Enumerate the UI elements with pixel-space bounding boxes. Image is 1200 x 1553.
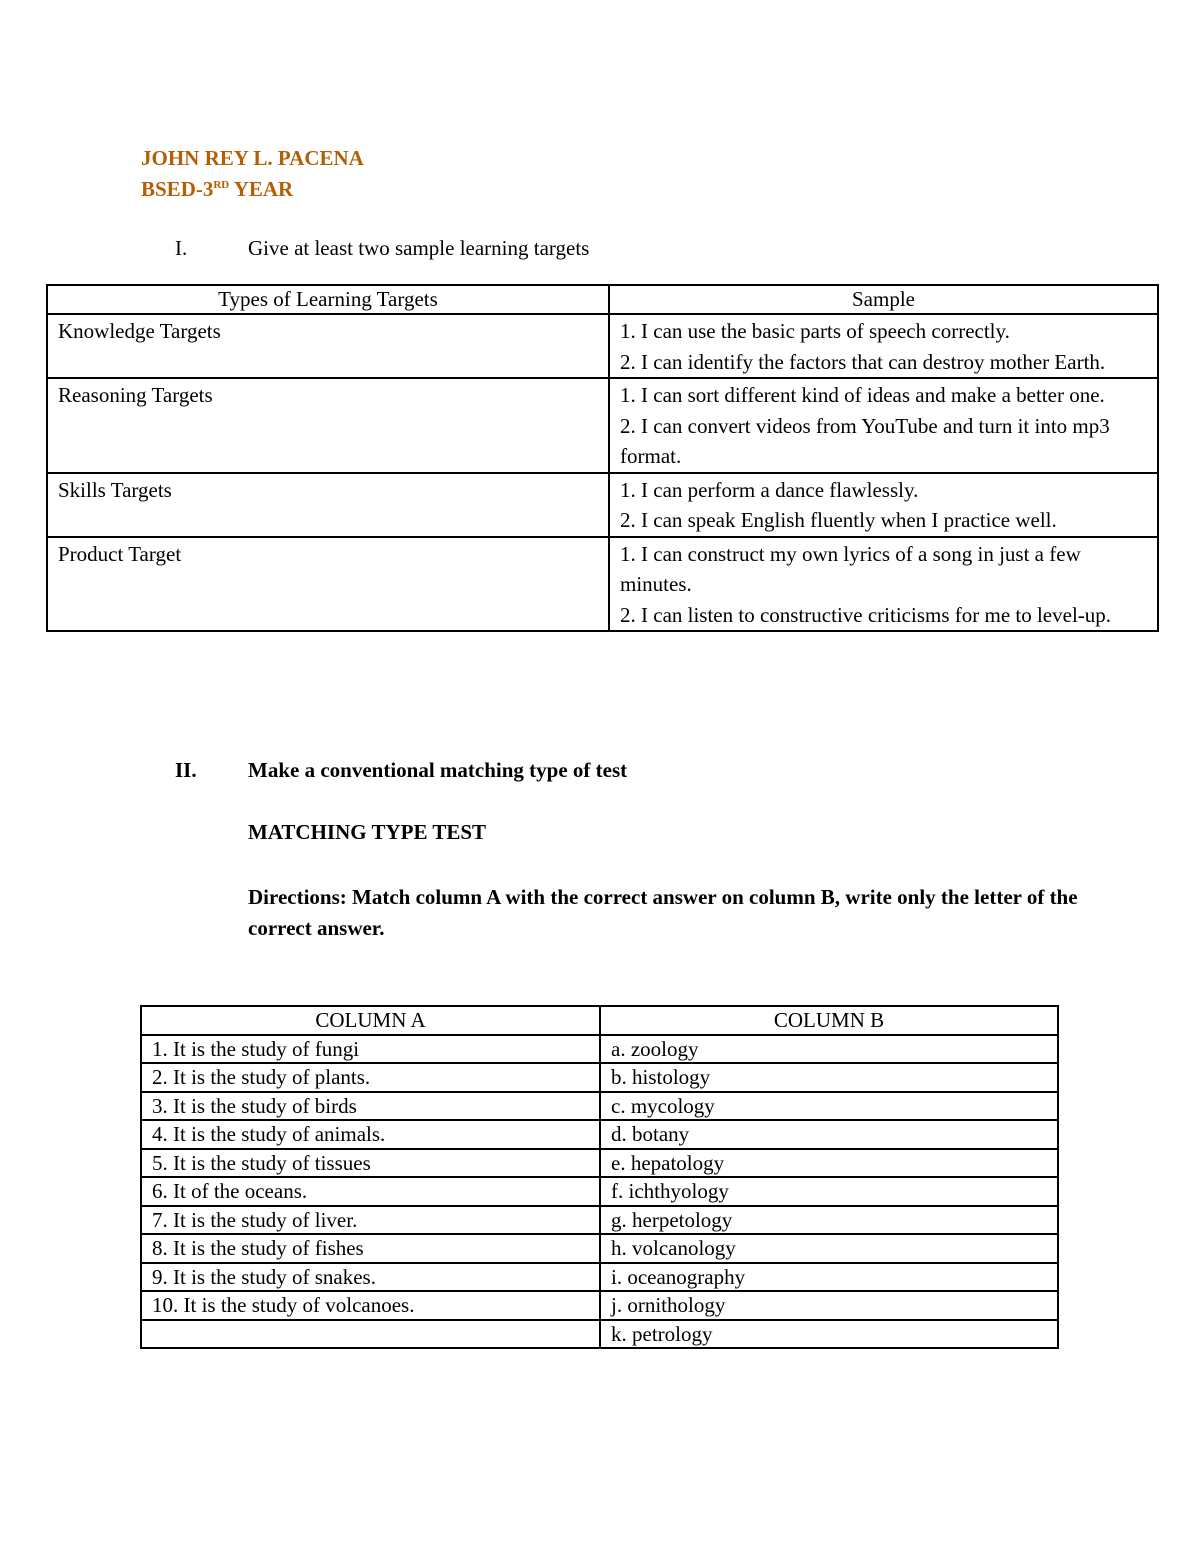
column-a-item bbox=[141, 1149, 600, 1178]
column-a-item bbox=[141, 1063, 600, 1092]
column-a-text: 7. It is the study of liver. bbox=[152, 1207, 358, 1232]
matching-type-table bbox=[140, 1005, 1059, 1349]
table-row bbox=[141, 1120, 1058, 1149]
target-type: Knowledge Targets bbox=[47, 314, 609, 378]
column-b-text: d. botany bbox=[611, 1122, 690, 1146]
table-row bbox=[141, 1206, 1058, 1235]
sample-line: 2. I can speak English fluently when I practice well. bbox=[620, 508, 1057, 532]
table-header-row bbox=[47, 285, 1158, 314]
column-b-text: f. ichthyology bbox=[611, 1179, 729, 1203]
matching-test-title: MATCHING TYPE TEST bbox=[248, 820, 487, 844]
column-b-text: e. hepatology bbox=[611, 1150, 725, 1175]
column-b-item bbox=[600, 1177, 1058, 1206]
column-b-item bbox=[600, 1035, 1058, 1064]
sample-line: 2. I can identify the factors that can destroy mother Earth. bbox=[620, 349, 1106, 374]
column-a-text: 10. It is the study of volcanoes. bbox=[152, 1293, 415, 1317]
table-row bbox=[141, 1234, 1058, 1263]
column-b-item bbox=[600, 1263, 1058, 1292]
column-b-text: h. volcanology bbox=[611, 1236, 736, 1260]
table-row bbox=[47, 473, 1158, 537]
table-row bbox=[141, 1291, 1058, 1320]
column-a-text: 8. It is the study of fishes bbox=[152, 1236, 364, 1260]
column-a-item bbox=[141, 1320, 600, 1349]
column-b-text: j. ornithology bbox=[611, 1293, 726, 1317]
learning-targets-table bbox=[46, 284, 1159, 632]
target-type: Reasoning Targets bbox=[47, 378, 609, 473]
directions: Directions: Match column A with the correct answer on column B, write only the letter of the correct answer. bbox=[248, 885, 1078, 940]
target-type: Skills Targets bbox=[47, 473, 609, 537]
column-b-text: k. petrology bbox=[611, 1321, 713, 1346]
column-b-item bbox=[600, 1291, 1058, 1320]
table-row bbox=[141, 1063, 1058, 1092]
table-row bbox=[47, 537, 1158, 632]
column-b-item bbox=[600, 1063, 1058, 1092]
target-samples bbox=[609, 473, 1158, 537]
target-samples bbox=[609, 378, 1158, 473]
matching-rows bbox=[141, 1035, 1058, 1349]
sample-line: 1. I can sort different kind of ideas and make a better one. bbox=[620, 383, 1105, 407]
table-row bbox=[141, 1092, 1058, 1121]
column-a-text: 5. It is the study of tissues bbox=[152, 1150, 371, 1175]
column-b-text: b. histology bbox=[611, 1065, 711, 1089]
column-a-item bbox=[141, 1092, 600, 1121]
column-b-item bbox=[600, 1206, 1058, 1235]
student-name: JOHN REY L. PACENA bbox=[141, 146, 364, 170]
column-b-text: i. oceanography bbox=[611, 1264, 746, 1289]
table-row bbox=[141, 1320, 1058, 1349]
column-a-item bbox=[141, 1120, 600, 1149]
section-2-number: II. bbox=[175, 758, 197, 782]
student-header bbox=[141, 143, 364, 205]
column-a-item bbox=[141, 1234, 600, 1263]
column-b-text: a. zoology bbox=[611, 1036, 699, 1061]
column-b-item bbox=[600, 1149, 1058, 1178]
sample-line: 2. I can convert videos from YouTube and turn it into mp3 format. bbox=[620, 413, 1110, 468]
column-a-item bbox=[141, 1035, 600, 1064]
column-a-item bbox=[141, 1206, 600, 1235]
column-b-item bbox=[600, 1092, 1058, 1121]
target-samples bbox=[609, 314, 1158, 378]
target-type: Product Target bbox=[47, 537, 609, 632]
column-a-item bbox=[141, 1263, 600, 1292]
column-b-text: c. mycology bbox=[611, 1093, 715, 1118]
section-2-instruction: Make a conventional matching type of test bbox=[248, 758, 628, 782]
table-row bbox=[141, 1149, 1058, 1178]
column-a-text: 2. It is the study of plants. bbox=[152, 1065, 371, 1089]
table-row bbox=[141, 1035, 1058, 1064]
column-a-text: 6. It of the oceans. bbox=[152, 1179, 308, 1203]
column-a-item bbox=[141, 1177, 600, 1206]
header-types: Types of Learning Targets bbox=[47, 285, 609, 314]
column-a-text: 1. It is the study of fungi bbox=[152, 1036, 360, 1061]
column-b-item bbox=[600, 1120, 1058, 1149]
student-course: BSED-3RD YEAR bbox=[141, 177, 294, 201]
column-a-item bbox=[141, 1291, 600, 1320]
column-b-header: COLUMN B bbox=[600, 1006, 1058, 1035]
table-header-row bbox=[141, 1006, 1058, 1035]
column-b-text: g. herpetology bbox=[611, 1207, 733, 1232]
column-b-item bbox=[600, 1234, 1058, 1263]
column-a-text: 4. It is the study of animals. bbox=[152, 1122, 386, 1146]
column-a-text: 3. It is the study of birds bbox=[152, 1093, 357, 1118]
section-1-number: I. bbox=[175, 236, 188, 260]
target-samples bbox=[609, 537, 1158, 632]
column-a-header: COLUMN A bbox=[141, 1006, 600, 1035]
table-row bbox=[47, 378, 1158, 473]
table-row bbox=[47, 314, 1158, 378]
header-sample: Sample bbox=[609, 285, 1158, 314]
column-a-text: 9. It is the study of snakes. bbox=[152, 1264, 376, 1289]
sample-line: 1. I can construct my own lyrics of a song in just a few minutes. bbox=[620, 541, 1081, 596]
table-row bbox=[141, 1177, 1058, 1206]
sample-line: 1. I can perform a dance flawlessly. bbox=[620, 477, 919, 502]
table-row bbox=[141, 1263, 1058, 1292]
sample-line: 2. I can listen to constructive criticisms for me to level-up. bbox=[620, 602, 1112, 627]
sample-line: 1. I can use the basic parts of speech correctly. bbox=[620, 319, 1010, 343]
section-1-instruction: Give at least two sample learning targets bbox=[248, 236, 590, 260]
column-b-item bbox=[600, 1320, 1058, 1349]
